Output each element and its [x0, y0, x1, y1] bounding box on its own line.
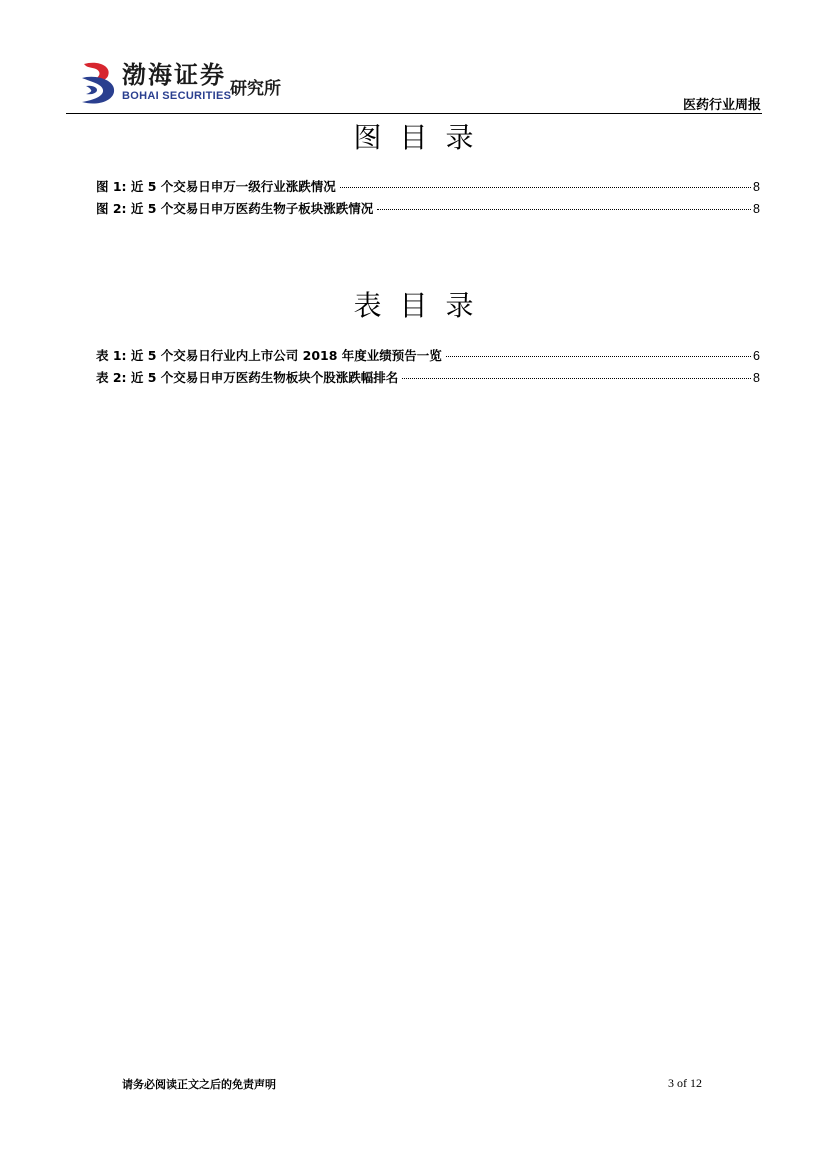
page-number: 3 of 12 — [668, 1076, 702, 1090]
toc-entry-label: 表 1: 近 5 个交易日行业内上市公司 2018 年度业绩预告一览 — [96, 348, 442, 363]
tables-toc-title: 表目录 — [353, 289, 492, 322]
toc-entry-label: 图 1: 近 5 个交易日申万一级行业涨跌情况 — [96, 179, 336, 194]
toc-entry-table-1[interactable] — [96, 345, 760, 367]
toc-leader-dots — [446, 356, 751, 357]
toc-entry-table-2[interactable] — [96, 367, 760, 389]
toc-entry-figure-1[interactable] — [96, 176, 760, 198]
figures-toc-title: 图目录 — [353, 121, 492, 154]
toc-entry-label: 表 2: 近 5 个交易日申万医药生物板块个股涨跌幅排名 — [96, 370, 399, 385]
brand-name-en: BOHAI SECURITIES — [122, 90, 232, 102]
header-divider — [66, 113, 762, 114]
toc-leader-dots — [340, 187, 751, 188]
toc-entry-page: 8 — [753, 180, 760, 194]
toc-leader-dots — [402, 378, 751, 379]
tables-toc-list — [96, 345, 760, 389]
toc-entry-page: 8 — [753, 202, 760, 216]
institute-label: 研究所 — [230, 79, 281, 99]
toc-entry-page: 8 — [753, 371, 760, 385]
page-header — [0, 0, 827, 120]
toc-entry-page: 6 — [753, 349, 760, 363]
toc-leader-dots — [377, 209, 751, 210]
disclaimer-note: 请务必阅读正文之后的免责声明 — [122, 1078, 276, 1091]
toc-entry-figure-2[interactable] — [96, 198, 760, 220]
toc-entry-label: 图 2: 近 5 个交易日申万医药生物子板块涨跌情况 — [96, 201, 374, 216]
brand-name-cn: 渤海证券 — [122, 61, 226, 89]
figures-toc-list — [96, 176, 760, 220]
report-type: 医药行业周报 — [682, 98, 761, 113]
bohai-logo-icon — [78, 60, 118, 106]
